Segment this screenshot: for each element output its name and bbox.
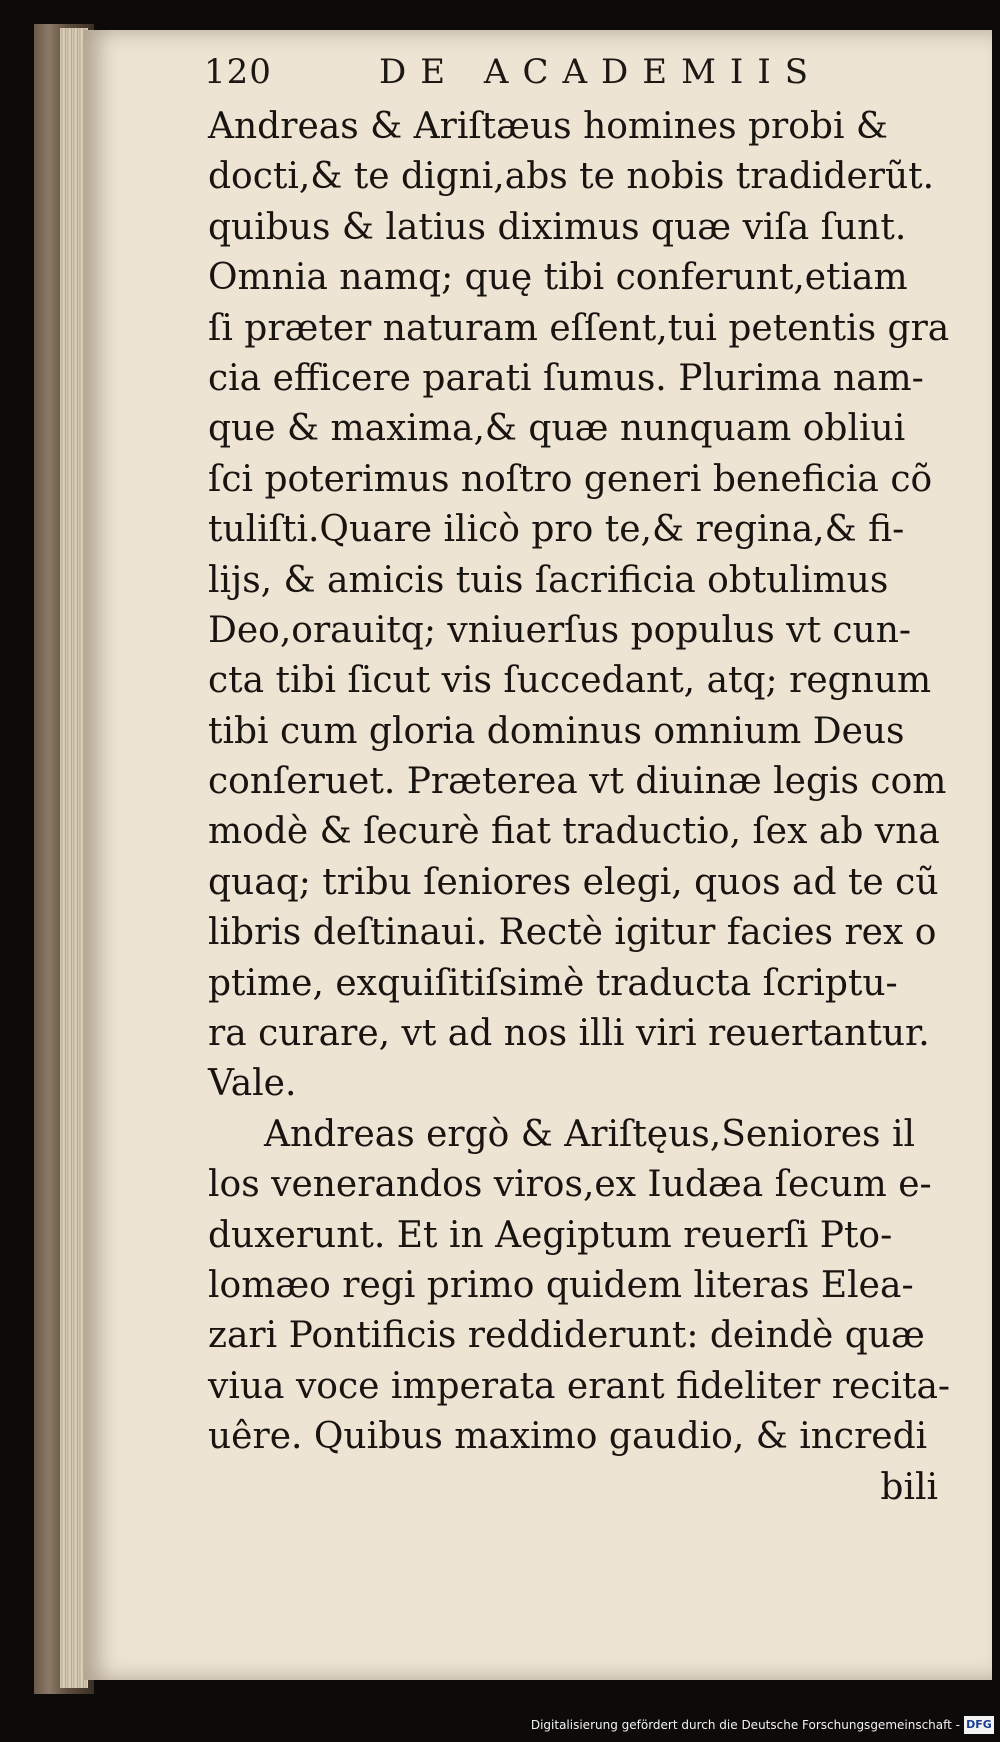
text-line: quaq; tribu ſeniores elegi, quos ad te cũ — [208, 861, 939, 903]
text-line: tibi cum gloria dominus omnium Deus — [208, 710, 905, 752]
text-line: Deo,orauitq; vniuerſus populus vt cun- — [208, 609, 912, 651]
text-line: lomæo regi primo quidem literas Elea- — [208, 1264, 914, 1306]
running-head — [204, 52, 924, 100]
paragraph-first-line: Andreas ergò & Ariſtęus,Seniores il — [264, 1113, 916, 1155]
text-block — [208, 102, 951, 1513]
text-line: ſi præter naturam eſſent,tui petentis gra — [208, 307, 950, 349]
text-line: Vale. — [208, 1063, 297, 1105]
text-line: quibus & latius diximus quæ viſa ſunt. — [208, 206, 907, 248]
text-line: viua voce imperata erant fideliter recita- — [208, 1365, 951, 1407]
text-line: Omnia namq; quę tibi conferunt,etiam — [208, 257, 908, 299]
text-line: zari Pontificis reddiderunt: deindè quæ — [208, 1315, 925, 1357]
text-line: lijs, & amicis tuis ſacrificia obtulimus — [208, 559, 889, 601]
page-number: 120 — [204, 52, 272, 92]
text-line: libris deſtinaui. Rectè igitur facies rex o — [208, 912, 937, 954]
text-line: uêre. Quibus maximo gaudio, & incredi — [208, 1416, 928, 1458]
text-line: que & maxima,& quæ nunquam obliui — [208, 408, 906, 450]
text-line: modè & ſecurè fiat traductio, ſex ab vna — [208, 811, 940, 853]
text-line: duxerunt. Et in Aegiptum reuerſi Pto- — [208, 1214, 893, 1256]
text-line: conſeruet. Præterea vt diuinæ legis com — [208, 761, 947, 803]
text-line: cta tibi ſicut vis ſuccedant, atq; regnum — [208, 660, 932, 702]
text-line: docti,& te digni,abs te nobis tradiderũt. — [208, 156, 935, 198]
running-title: DE ACADEMIIS — [379, 52, 823, 92]
text-line: ra curare, vt ad nos illi viri reuertantur. — [208, 1013, 930, 1055]
text-line: ptime, exquiſitiſsimè traducta ſcriptu- — [208, 962, 898, 1004]
text-line: cia efficere parati ſumus. Plurima nam- — [208, 357, 924, 399]
text-line: ſci poterimus noſtro generi beneficia cõ — [208, 458, 933, 500]
catchword: bili — [880, 1466, 938, 1508]
funding-notice: Digitalisierung gefördert durch die Deutsche Forschungsgemeinschaft - — [530, 1718, 960, 1732]
dfg-logo: DFG — [964, 1716, 994, 1734]
text-line: tuliſti.Quare ilicò pro te,& regina,& fi- — [208, 509, 905, 551]
text-line: los venerandos viros,ex Iudæa ſecum e- — [208, 1164, 932, 1206]
text-line: Andreas & Ariſtæus homines probi & — [208, 106, 888, 147]
